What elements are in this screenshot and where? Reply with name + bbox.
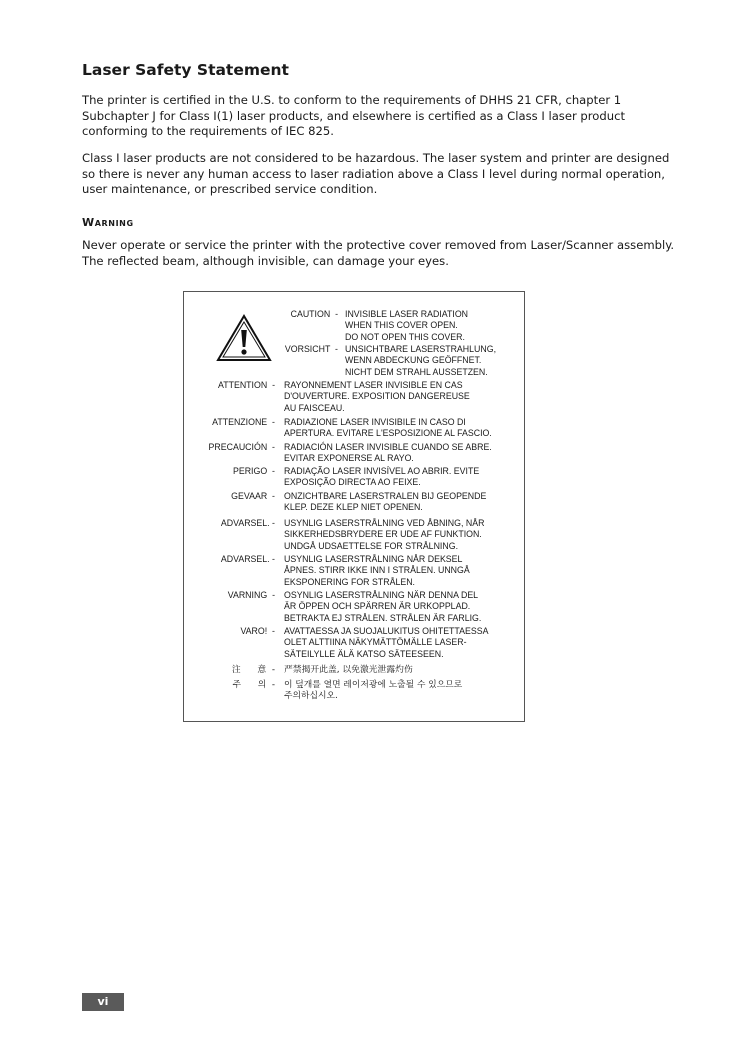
certification-paragraph: The printer is certified in the U.S. to conform to the requirements of DHHS 21 CFR, chapter 1 Subchapter J for Class I(1) laser products, and elsewhere is certified as a Class I laser product conforming to the requirements of IEC 825.: [82, 93, 626, 138]
label-warning-text: RADIACIÓN LASER INVISIBLE CUANDO SE ABRE. EVITAR EXPONERSE AL RAYO.: [284, 442, 492, 464]
label-language-tag: 注 意 -: [231, 665, 275, 675]
label-warning-text: 严禁揭开此盖, 以免激光泄露灼伤: [284, 665, 413, 675]
label-warning-text: INVISIBLE LASER RADIATION WHEN THIS COVER OPEN. DO NOT OPEN THIS COVER.: [345, 309, 469, 342]
label-warning-text: ONZICHTBARE LASERSTRALEN BIJ GEOPENDE KLEP. DEZE KLEP NIET OPENEN.: [284, 491, 487, 513]
label-language-tag: PRECAUCIÓN -: [208, 442, 275, 452]
label-language-tag: VARO! -: [240, 626, 275, 636]
label-warning-text: AVATTAESSA JA SUOJALUKITUS OHITETTAESSA OLET ALTTIINA NÄKYMÄTTÖMÄLLE LASER- SÄTEILYLLE ÄLÄ KATSO SÄTEESEEN.: [284, 626, 489, 659]
hazard-paragraph: Class I laser products are not considered to be hazardous. The laser system and printer are designed so there is never any human access to laser radiation above a Class I level during normal operation, user maintenance, or prescribed service condition.: [82, 151, 670, 196]
label-warning-text: RADIAZIONE LASER INVISIBILE IN CASO DI APERTURA. EVITARE L'ESPOSIZIONE AL FASCIO.: [284, 417, 492, 439]
label-warning-text: RAYONNEMENT LASER INVISIBLE EN CAS D'OUVERTURE. EXPOSITION DANGEREUSE AU FAISCEAU.: [284, 380, 470, 413]
label-warning-text: USYNLIG LASERSTRÅLNING VED ÅBNING, NÅR SIKKERHEDSBRYDERE ER UDE AF FUNKTION. UNDGÅ UDSAETTELSE FOR STRÅLNING.: [284, 518, 485, 551]
label-warning-text: USYNLIG LASERSTRÅLNING NÅR DEKSEL ÅPNES. STIRR IKKE INN I STRÅLEN. UNNGÅ EKSPONERING FOR STRÅLEN.: [284, 554, 470, 587]
warning-triangle-icon: [216, 313, 272, 363]
label-language-tag: ATTENZIONE -: [212, 417, 275, 427]
label-warning-text: OSYNLIG LASERSTRÅLNING NÄR DENNA DEL ÄR ÖPPEN OCH SPÄRREN ÄR URKOPPLAD. BETRAKTA EJ STRÅLEN. STRÅLEN ÄR FARLIG.: [284, 590, 482, 623]
label-language-tag: VARNING -: [227, 590, 275, 600]
label-language-tag: VORSICHT -: [284, 344, 338, 354]
laser-warning-label: [183, 291, 525, 722]
warning-heading: Warning: [82, 216, 134, 229]
label-warning-text: UNSICHTBARE LASERSTRAHLUNG, WENN ABDECKUNG GEÖFFNET. NICHT DEM STRAHL AUSSETZEN.: [345, 344, 497, 377]
warning-paragraph: Never operate or service the printer with the protective cover removed from Laser/Scanner assembly. The reflected beam, although invisible, can damage your eyes.: [82, 238, 675, 268]
label-language-tag: 주 의 -: [232, 680, 275, 690]
label-language-tag: GEVAAR -: [231, 491, 275, 501]
label-language-tag: ADVARSEL. -: [220, 554, 275, 564]
label-warning-text: 이 덮개를 열면 레이저광에 노출될 수 있으므로 주의하십시오.: [284, 680, 463, 702]
label-warning-text: RADIAÇÃO LASER INVISÍVEL AO ABRIR. EVITE EXPOSIÇÃO DIRECTA AO FEIXE.: [284, 466, 480, 488]
page-number: vi: [82, 993, 124, 1011]
label-language-tag: ATTENTION -: [217, 380, 275, 390]
label-language-tag: CAUTION -: [290, 309, 338, 319]
label-language-tag: ADVARSEL. -: [220, 518, 275, 528]
label-language-tag: PERIGO -: [232, 466, 275, 476]
page-title: Laser Safety Statement: [82, 61, 289, 79]
